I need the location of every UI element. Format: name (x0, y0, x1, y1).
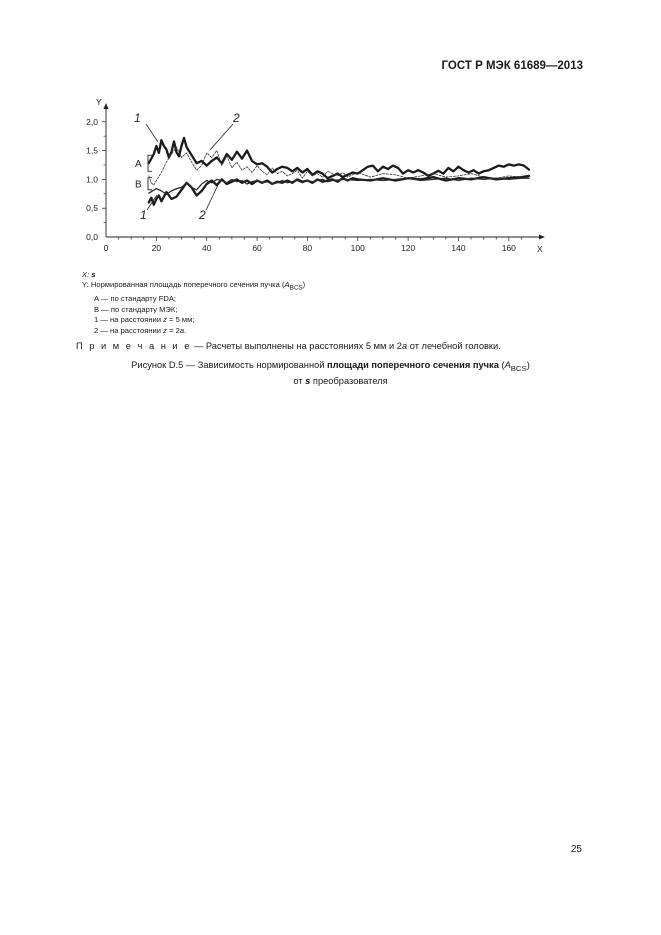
chart-ticks (86, 117, 521, 253)
curve-label-leader (146, 124, 158, 142)
legend-b-line: B — по стандарту МЭК; (94, 304, 178, 314)
curve-label-leader (210, 124, 233, 150)
legend-one-line: 1 — на расстоянии z = 5 мм; (94, 315, 195, 325)
x-tick-label: 120 (401, 243, 416, 253)
y-axis-arrow (104, 103, 109, 109)
series-line-a1 (149, 138, 529, 178)
page-number: 25 (570, 844, 582, 855)
caption-line-1: Рисунок D.5 — Зависимость нормированной площади поперечного сечения пучка $(A_{BCS})$ (131, 360, 530, 373)
figure-caption (0, 359, 661, 387)
group-label-b: B (135, 179, 142, 191)
curve-label: 1 (134, 111, 141, 125)
x-axis-arrow (539, 235, 545, 240)
figure-note: П р и м е ч а н и е — Расчеты выполнены на расстояниях 5 мм и 2a от лечебной головки. (76, 341, 501, 351)
standard-header: ГОСТ Р МЭК 61689—2013 (441, 60, 583, 72)
group-label-a: A (135, 159, 142, 171)
caption-line-2: от s преобразователя (293, 375, 388, 386)
curve-label: 2 (233, 111, 240, 125)
x-tick-label: 40 (201, 243, 212, 253)
x-tick-label: 160 (501, 243, 516, 253)
legend-x-line: X: s (82, 270, 96, 279)
y-tick-label: 0,0 (86, 232, 98, 242)
y-axis-label: Y (96, 97, 102, 107)
x-tick-label: 80 (302, 243, 313, 253)
curve-label: 2 (199, 208, 206, 222)
x-tick-label: 60 (252, 243, 262, 253)
x-tick-label: 20 (151, 243, 162, 253)
figure-legend (82, 270, 305, 336)
legend-y-line: Y: Нормированная площадь поперечного сечения пучка $(A_{BCS})$ (82, 280, 306, 292)
x-tick-label: 100 (350, 243, 365, 253)
y-tick-label: 2,0 (86, 116, 98, 127)
y-tick-label: 0,5 (86, 203, 98, 214)
chart-annotations (134, 111, 240, 222)
chart-series (149, 138, 529, 205)
chart-figure (0, 0, 661, 260)
legend-a-line: A — по стандарту FDA; (94, 294, 176, 304)
x-tick-label: 140 (451, 243, 466, 253)
curve-label-leader (206, 185, 218, 210)
x-axis-label: X (537, 244, 543, 254)
curve-label: 1 (140, 208, 147, 222)
y-tick-label: 1,5 (86, 145, 98, 156)
x-tick-label: 0 (103, 243, 109, 253)
y-tick-label: 1,0 (86, 174, 98, 185)
legend-two-line: 2 — на расстоянии z = 2a. (94, 325, 187, 335)
